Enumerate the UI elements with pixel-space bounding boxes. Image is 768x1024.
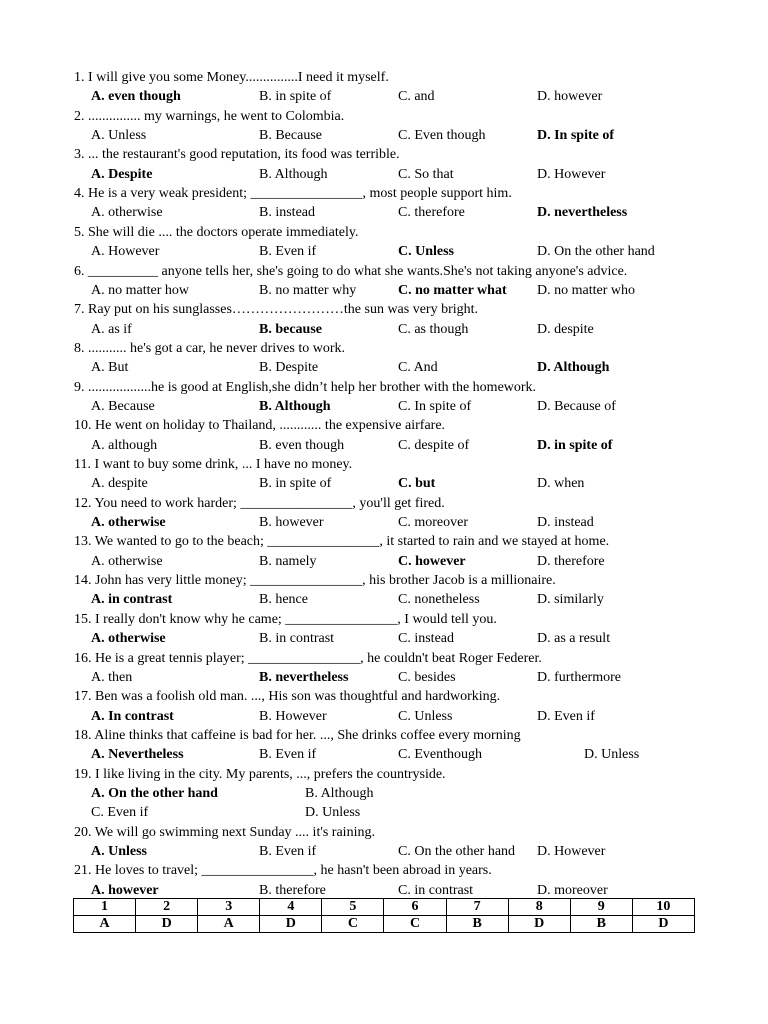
- question-stem: 10. He went on holiday to Thailand, ............ the expensive airfare.: [74, 418, 446, 434]
- answer-option: D. However: [537, 166, 606, 182]
- question-stem: 4. He is a very weak president; ________________, most people support him.: [74, 186, 512, 202]
- answer-option: A. Nevertheless: [91, 747, 184, 763]
- answer-option: D. when: [537, 476, 585, 492]
- answer-option: A. however: [91, 882, 159, 898]
- answer-option: C. as though: [398, 321, 469, 337]
- answer-letter-cell: B: [570, 916, 632, 933]
- answer-option: C. And: [398, 360, 438, 376]
- answer-letter-cell: B: [446, 916, 508, 933]
- answer-option: C. Unless: [398, 244, 455, 260]
- question-stem: 3. ... the restaurant's good reputation, its food was terrible.: [74, 147, 400, 163]
- answer-option: C. however: [398, 553, 466, 569]
- answer-option: B. Even if: [259, 244, 317, 260]
- answer-option: D. On the other hand: [537, 244, 655, 260]
- question-stem: 6. __________ anyone tells her, she's going to do what she wants.She's not taking anyone's advice.: [74, 263, 628, 279]
- question-stem: 18. Aline thinks that caffeine is bad for her. ..., She drinks coffee every morning: [74, 727, 521, 743]
- question-stem: 20. We will go swimming next Sunday .... it's raining.: [74, 824, 375, 840]
- answer-option: A. no matter how: [91, 282, 189, 298]
- answer-option: A. otherwise: [91, 553, 163, 569]
- answer-option: D. instead: [537, 515, 594, 531]
- answer-option: C. in contrast: [398, 882, 474, 898]
- answer-option: A. despite: [91, 476, 148, 492]
- answer-option: A. even though: [91, 89, 181, 105]
- answer-letter-cell: D: [632, 916, 694, 933]
- answer-option: D. similarly: [537, 592, 604, 608]
- answer-option: D. despite: [537, 321, 594, 337]
- answer-option: C. despite of: [398, 437, 470, 453]
- question-stem: 1. I will give you some Money...............I need it myself.: [74, 70, 389, 85]
- answer-option: A. In contrast: [91, 708, 174, 724]
- answer-option: B. However: [259, 708, 327, 724]
- question-stem: 19. I like living in the city. My parents, ..., prefers the countryside.: [74, 766, 446, 782]
- answer-option: D. moreover: [537, 882, 608, 898]
- answer-option: B. because: [259, 321, 322, 337]
- question-stem: 14. John has very little money; ________________, his brother Jacob is a millionaire.: [74, 573, 556, 589]
- question-number-cell: 4: [260, 899, 322, 916]
- question-stem: 9. ..................he is good at English,she didn’t help her brother with the homework.: [74, 379, 537, 395]
- answer-option: C. and: [398, 89, 435, 105]
- question-stem: 16. He is a great tennis player; ________________, he couldn't beat Roger Federer.: [74, 650, 542, 666]
- answer-option: D. as a result: [537, 631, 611, 647]
- question-number-cell: 10: [632, 899, 694, 916]
- answer-option: C. nonetheless: [398, 592, 480, 608]
- answer-option: D. Although: [537, 360, 610, 376]
- answer-option: D. Because of: [537, 398, 616, 414]
- answer-letter-cell: C: [384, 916, 446, 933]
- question-stem: 11. I want to buy some drink, ... I have no money.: [74, 457, 353, 472]
- answer-option: B. namely: [259, 553, 317, 569]
- answer-option: B. Because: [259, 128, 322, 144]
- question-number-cell: 3: [198, 899, 260, 916]
- answer-option: D. Even if: [537, 708, 595, 724]
- answer-option: B. in spite of: [259, 89, 332, 105]
- answer-key-table: [73, 898, 695, 933]
- answer-option: D. Unless: [305, 805, 361, 821]
- answer-option: B. Although: [259, 398, 331, 414]
- answer-option: D. furthermore: [537, 669, 621, 685]
- answer-option: C. On the other hand: [398, 844, 516, 859]
- answer-option: A. in contrast: [91, 592, 173, 608]
- question-number-cell: 1: [74, 899, 136, 916]
- answer-key-number-row: [74, 899, 695, 916]
- answer-option: A. Unless: [91, 844, 148, 859]
- answer-option: B. Even if: [259, 844, 317, 859]
- answer-option: D. However: [537, 844, 606, 859]
- answer-option: D. no matter who: [537, 282, 635, 298]
- answer-option: B. therefore: [259, 882, 326, 898]
- answer-option: B. hence: [259, 592, 308, 608]
- answer-key-answer-row: [74, 916, 695, 933]
- answer-option: C. besides: [398, 669, 456, 685]
- answer-option: C. In spite of: [398, 398, 472, 414]
- answer-option: A. On the other hand: [91, 785, 218, 801]
- question-stem: 12. You need to work harder; ________________, you'll get fired.: [74, 495, 445, 511]
- question-stem: 21. He loves to travel; ________________, he hasn't been abroad in years.: [74, 863, 492, 879]
- answer-option: D. Unless: [584, 747, 640, 763]
- question-stem: 13. We wanted to go to the beach; ________________, it started to rain and we stayed at home.: [74, 534, 610, 550]
- answer-option: C. Even though: [398, 128, 486, 144]
- answer-letter-cell: D: [136, 916, 198, 933]
- answer-option: D. In spite of: [537, 128, 615, 144]
- answer-option: C. no matter what: [398, 282, 507, 298]
- answer-option: A. then: [91, 669, 133, 685]
- question-number-cell: 6: [384, 899, 446, 916]
- question-number-cell: 9: [570, 899, 632, 916]
- question-number-cell: 7: [446, 899, 508, 916]
- answer-option: B. nevertheless: [259, 669, 349, 685]
- answer-option: B. in contrast: [259, 631, 335, 647]
- answer-letter-cell: D: [260, 916, 322, 933]
- answer-option: A. otherwise: [91, 631, 166, 647]
- answer-letter-cell: C: [322, 916, 384, 933]
- answer-option: C. Eventhough: [398, 747, 482, 763]
- answer-option: C. instead: [398, 631, 454, 647]
- question-number-cell: 2: [136, 899, 198, 916]
- answer-option: D. therefore: [537, 553, 605, 569]
- answer-option: B. in spite of: [259, 476, 332, 492]
- question-stem: 17. Ben was a foolish old man. ..., His son was thoughtful and hardworking.: [74, 689, 501, 705]
- answer-option: A. Because: [91, 398, 155, 414]
- answer-option: B. Even if: [259, 747, 317, 763]
- question-number-cell: 8: [508, 899, 570, 916]
- answer-letter-cell: A: [74, 916, 136, 933]
- answer-option: D. however: [537, 89, 603, 105]
- answer-option: A. otherwise: [91, 205, 163, 221]
- question-stem: 5. She will die .... the doctors operate immediately.: [74, 224, 359, 240]
- answer-letter-cell: A: [198, 916, 260, 933]
- answer-option: D. in spite of: [537, 437, 613, 453]
- answer-option: C. moreover: [398, 515, 468, 531]
- answer-option: C. therefore: [398, 205, 465, 221]
- answer-option: A. But: [91, 360, 129, 376]
- question-stem: 8. ........... he's got a car, he never drives to work.: [74, 340, 345, 356]
- answer-option: A. Unless: [91, 128, 147, 144]
- answer-option: B. however: [259, 515, 324, 531]
- answer-option: B. even though: [259, 437, 345, 453]
- answer-option: C. Even if: [91, 805, 149, 821]
- answer-option: B. Although: [259, 166, 328, 182]
- answer-option: A. although: [91, 437, 158, 453]
- question-stem: 15. I really don't know why he came; ________________, I would tell you.: [74, 611, 497, 627]
- answer-option: C. Unless: [398, 708, 453, 724]
- answer-option: B. instead: [259, 205, 315, 221]
- answer-option: B. Despite: [259, 360, 319, 376]
- answer-option: B. Although: [305, 785, 374, 801]
- answer-option: B. no matter why: [259, 282, 357, 298]
- answer-option: A. However: [91, 244, 160, 260]
- answer-option: C. but: [398, 476, 436, 492]
- question-number-cell: 5: [322, 899, 384, 916]
- answer-option: A. as if: [91, 321, 132, 337]
- answer-option: A. Despite: [91, 166, 153, 182]
- answer-letter-cell: D: [508, 916, 570, 933]
- answer-option: D. nevertheless: [537, 205, 628, 221]
- question-stem: 7. Ray put on his sunglasses……………………the sun was very bright.: [74, 302, 479, 318]
- answer-option: A. otherwise: [91, 515, 166, 531]
- question-stem: 2. ............... my warnings, he went to Colombia.: [74, 108, 345, 124]
- answer-option: C. So that: [398, 166, 454, 182]
